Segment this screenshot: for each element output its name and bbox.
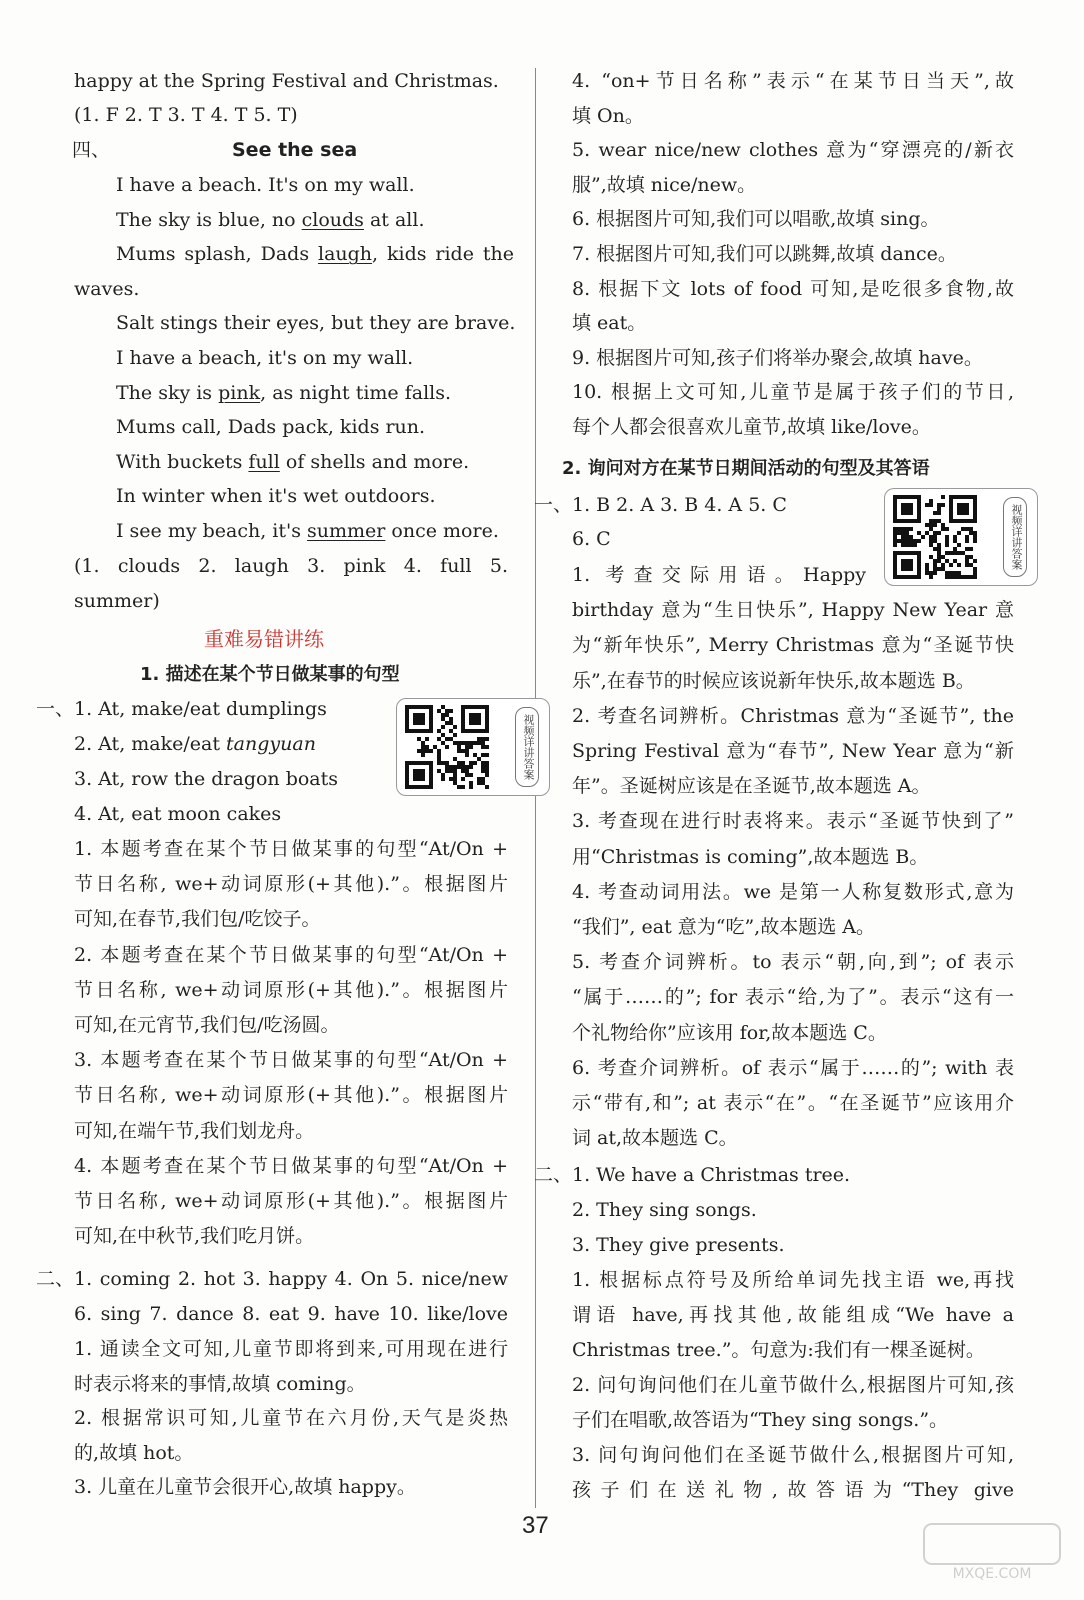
poem-line bbox=[116, 376, 451, 410]
q2-explanation-line: 谓语 have,再找其他,故能组成“We have a bbox=[572, 1304, 1014, 1326]
p1-explanation-line: 节日名称, we+动词原形(+其他).”。根据图片 bbox=[74, 1084, 508, 1107]
qr-code-box[interactable] bbox=[396, 698, 550, 796]
q2-answer: 2. They sing songs. bbox=[572, 1199, 757, 1221]
poem-answer-word: laugh bbox=[318, 243, 373, 266]
q1-explanation-line: 2. 考查名词辨析。Christmas 意为“圣诞节”, the bbox=[572, 704, 1014, 727]
q2-explanation-line: 1. 根据标点符号及所给单词先找主语 we,再找 bbox=[572, 1269, 1014, 1291]
q1-explanation-line: 示“带有,和”; at 表示“在”。“在圣诞节”应该用介 bbox=[572, 1092, 1014, 1114]
poem-answer-word: full bbox=[248, 450, 280, 473]
poem-line bbox=[116, 445, 469, 479]
q2-explanation-line: 3. 问句询问他们在圣诞节做什么,根据图片可知, bbox=[572, 1444, 1014, 1466]
right-explanation-line: 9. 根据图片可知,孩子们将举办聚会,故填 have。 bbox=[572, 346, 983, 369]
q1-answers-1: 1. B 2. A 3. B 4. A 5. C bbox=[572, 494, 787, 516]
p1-explanation-line: 节日名称, we+动词原形(+其他).”。根据图片 bbox=[74, 1190, 508, 1212]
sub1-heading: 1. 描述在某个节日做某事的句型 bbox=[140, 664, 400, 685]
right-explanation-line: 每个人都会很喜欢儿童节,故填 like/love。 bbox=[572, 416, 931, 438]
p2-explanation-line: 2. 根据常识可知,儿童节在六月份,天气是炎热 bbox=[74, 1407, 508, 1430]
q2-explanation-line: Christmas tree.”。句意为:我们有一棵圣诞树。 bbox=[572, 1339, 985, 1361]
page-number: 37 bbox=[522, 1512, 549, 1539]
right-explanation-line: 5. wear nice/new clothes 意为“穿漂亮的/新衣 bbox=[572, 139, 1014, 162]
qr-label-2: 视频详讲答案 bbox=[1003, 497, 1027, 577]
p1-explanation-line: 可知,在端午节,我们划龙舟。 bbox=[74, 1119, 315, 1142]
q2-explanation-line: 子们在唱歌,故答语为“They sing songs.”。 bbox=[572, 1409, 949, 1431]
right-explanation-line: 8. 根据下文 lots of food 可知,是吃很多食物,故 bbox=[572, 277, 1014, 300]
poem-text: Salt stings their eyes, but they are brave. bbox=[116, 312, 516, 335]
q1-explanation-line: 个礼物给你”应该用 for,故本题选 C。 bbox=[572, 1021, 887, 1044]
q1-explanation-line: 5. 考查介词辨析。to 表示“朝,向,到”; of 表示 bbox=[572, 951, 1014, 974]
poem-text: at all. bbox=[363, 208, 425, 231]
q1-explanation-line: 为“新年快乐”, Merry Christmas 意为“圣诞节快 bbox=[572, 634, 1014, 657]
q2-answer: 3. They give presents. bbox=[572, 1234, 785, 1256]
poem-line bbox=[116, 479, 436, 513]
p1-answer-2-italic: tangyuan bbox=[226, 733, 316, 755]
poem-text: waves. bbox=[74, 277, 140, 300]
q2-explanation-line: 孩子们在送礼物,故答语为“They give bbox=[572, 1479, 1014, 1501]
q1-explanation-line: 乐”,在春节的时候应该说新年快乐,故本题选 B。 bbox=[572, 669, 975, 692]
p1-explanation-line: 可知,在中秋节,我们吃月饼。 bbox=[74, 1225, 315, 1248]
poem-answer-word: pink bbox=[218, 381, 261, 404]
q1-label: 一、 bbox=[534, 494, 573, 516]
p1-explanation-line: 节日名称, we+动词原形(+其他).”。根据图片 bbox=[74, 978, 508, 1001]
section-heading: 重难易错讲练 bbox=[204, 627, 324, 651]
poem-line bbox=[116, 306, 515, 340]
right-explanation-line: 填 On。 bbox=[572, 104, 644, 127]
poem-line bbox=[116, 203, 425, 237]
p2-answers-1: 1. coming 2. hot 3. happy 4. On 5. nice/new bbox=[74, 1268, 508, 1290]
poem-text: Mums splash, Dads bbox=[116, 243, 318, 266]
right-explanation-line: 填 eat。 bbox=[572, 312, 647, 335]
p1-explanation-line: 可知,在元宵节,我们包/吃汤圆。 bbox=[74, 1014, 340, 1036]
p1-answer-1: 1. At, make/eat dumplings bbox=[74, 698, 327, 720]
poem-text: I see my beach, it's bbox=[116, 520, 308, 542]
right-explanation-line: 10. 根据上文可知,儿童节是属于孩子们的节日, bbox=[572, 381, 1014, 404]
q1-explanation-line: 3. 考查现在进行时表将来。表示“圣诞节快到了” bbox=[572, 810, 1014, 833]
p1-explanation-line: 1. 本题考查在某个节日做某事的句型“At/On + bbox=[74, 838, 508, 860]
q1-explanation-line: 6. 考查介词辨析。of 表示“属于……的”; with 表 bbox=[572, 1056, 1014, 1079]
poem-text: of shells and more. bbox=[279, 450, 470, 473]
intro-line: happy at the Spring Festival and Christmas. bbox=[74, 70, 499, 92]
poem-line bbox=[116, 514, 499, 548]
q1-explanation-line: 词 at,故本题选 C。 bbox=[572, 1127, 738, 1150]
p2-explanation-line: 的,故填 hot。 bbox=[74, 1441, 194, 1464]
qr-code-box-2[interactable] bbox=[884, 488, 1038, 586]
poem-answer-word: summer bbox=[307, 520, 386, 542]
q2-answer: 1. We have a Christmas tree. bbox=[572, 1164, 851, 1186]
p1-explanation-line: 3. 本题考查在某个节日做某事的句型“At/On + bbox=[74, 1049, 508, 1072]
poem-text: I have a beach. It's on my wall. bbox=[116, 174, 415, 196]
part3-answers: (1. F 2. T 3. T 4. T 5. T) bbox=[74, 104, 298, 126]
right-explanation-line: 服”,故填 nice/new。 bbox=[572, 173, 757, 196]
q1-explanation-line: “属于……的”; for 表示“给,为了”。表示“这有一 bbox=[572, 986, 1014, 1009]
part4-label: 四、 bbox=[72, 139, 111, 161]
qr-label: 视频详讲答案 bbox=[515, 707, 539, 787]
poem-answers: (1. clouds 2. laugh 3. pink 4. full 5. bbox=[74, 555, 508, 577]
poem-text: , kids ride the bbox=[372, 243, 514, 266]
poem-text: The sky is blue, no bbox=[116, 208, 302, 231]
q2-label: 二、 bbox=[534, 1164, 573, 1186]
q1-explanation-line: 年”。圣诞树应该是在圣诞节,故本题选 A。 bbox=[572, 775, 931, 798]
poem-line bbox=[116, 168, 415, 202]
p1-answer-2 bbox=[74, 727, 316, 761]
right-explanation-line: 4. “on+节日名称”表示“在某节日当天”,故 bbox=[572, 70, 1014, 92]
poem-answers-cont: summer) bbox=[74, 590, 160, 612]
p1-answer-4: 4. At, eat moon cakes bbox=[74, 803, 282, 825]
poem-text: , as night time falls. bbox=[260, 381, 452, 404]
watermark-logo bbox=[922, 1522, 1062, 1582]
poem-text: With buckets bbox=[116, 450, 249, 473]
q1-explanation-line: 用“Christmas is coming”,故本题选 B。 bbox=[572, 845, 929, 868]
q1-explanation-line: birthday 意为“生日快乐”, Happy New Year 意 bbox=[572, 599, 1014, 622]
p2-explanation-line: 时表示将来的事情,故填 coming。 bbox=[74, 1372, 366, 1395]
poem-answer-word: clouds bbox=[301, 208, 364, 231]
right-explanation-line: 6. 根据图片可知,我们可以唱歌,故填 sing。 bbox=[572, 208, 940, 231]
qr-code-icon bbox=[405, 705, 489, 789]
p1-explanation-line: 可知,在春节,我们包/吃饺子。 bbox=[74, 908, 321, 931]
p2-answers-2: 6. sing 7. dance 8. eat 9. have 10. like/love bbox=[74, 1303, 508, 1325]
poem-text: I have a beach, it's on my wall. bbox=[116, 347, 414, 369]
p2-explanation-line: 3. 儿童在儿童节会很开心,故填 happy。 bbox=[74, 1476, 416, 1499]
watermark-text: MXQE.COM bbox=[952, 1566, 1032, 1582]
p2-explanation-line: 1. 通读全文可知,儿童节即将到来,可用现在进行 bbox=[74, 1338, 508, 1360]
poem-line bbox=[116, 237, 514, 271]
p1-explanation-line: 4. 本题考查在某个节日做某事的句型“At/On + bbox=[74, 1154, 508, 1177]
p2-label: 二、 bbox=[36, 1268, 75, 1290]
p1-answer-2-text: 2. At, make/eat bbox=[74, 733, 227, 755]
right-explanation-line: 7. 根据图片可知,我们可以跳舞,故填 dance。 bbox=[572, 243, 957, 265]
poem-line bbox=[116, 410, 425, 444]
poem-text: The sky is bbox=[116, 381, 219, 404]
poem-line bbox=[116, 341, 413, 375]
p1-explanation-line: 2. 本题考查在某个节日做某事的句型“At/On + bbox=[74, 943, 508, 966]
poem-text: once more. bbox=[385, 520, 499, 542]
p1-answer-3: 3. At, row the dragon boats bbox=[74, 768, 339, 790]
p1-label: 一、 bbox=[36, 698, 75, 720]
sub2-heading: 2. 询问对方在某节日期间活动的句型及其答语 bbox=[562, 458, 930, 479]
q2-explanation-line: 2. 问句询问他们在儿童节做什么,根据图片可知,孩 bbox=[572, 1374, 1014, 1396]
q1-explanation-line: 4. 考查动词用法。we 是第一人称复数形式,意为 bbox=[572, 880, 1014, 903]
q1-explanation-line: Spring Festival 意为“春节”, New Year 意为“新 bbox=[572, 740, 1014, 762]
p1-explanation-line: 节日名称, we+动词原形(+其他).”。根据图片 bbox=[74, 873, 508, 896]
poem-text: In winter when it's wet outdoors. bbox=[116, 485, 436, 508]
q1-explanation-line: 1. 考查交际用语。Happy bbox=[572, 564, 866, 586]
qr-code-icon bbox=[893, 495, 977, 579]
poem-title: See the sea bbox=[232, 139, 358, 161]
q1-explanation-line: “我们”, eat 意为“吃”,故本题选 A。 bbox=[572, 916, 875, 938]
q1-answers-2: 6. C bbox=[572, 528, 611, 550]
poem-line bbox=[74, 272, 139, 306]
poem-text: Mums call, Dads pack, kids run. bbox=[116, 416, 426, 439]
